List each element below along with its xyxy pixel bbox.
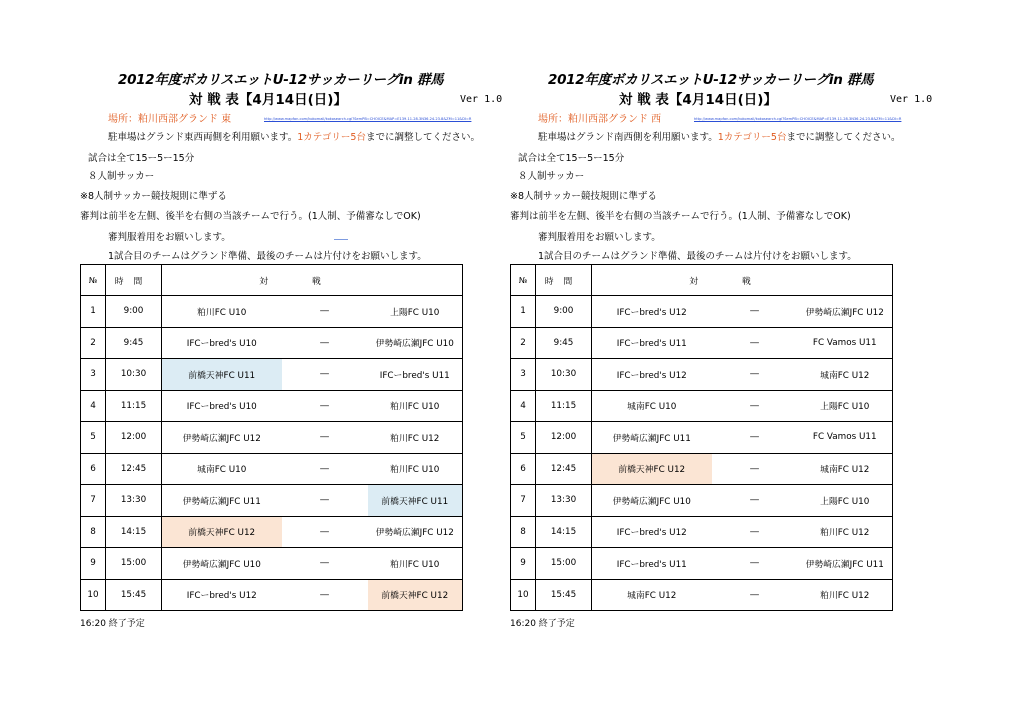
parking-note-suffix: までに調整してください。 [786,132,901,143]
sheet-subtitle: 対 戦 表【4月14日(日)】 [619,92,777,108]
header-time: 時間 [536,265,592,296]
home-team: IFCーbred's U12 [162,579,282,611]
versus-dash: ― [282,390,368,422]
rule-regulation: ※8人制サッカー競技規則に準ずる [510,191,657,202]
header-match: 対戦 [162,265,463,296]
match-number: 4 [511,390,536,422]
match-number: 3 [81,359,106,391]
home-team: IFCーbred's U12 [592,516,712,548]
rule-match-time: 試合は全て15ー5ー15分 [88,153,195,164]
match-number: 8 [511,516,536,548]
match-row [511,516,893,548]
divider-mark [334,239,348,240]
kickoff-time: 12:45 [536,453,592,485]
match-row [81,453,463,485]
rule-referee: 審判は前半を左側、後半を右側の当該チームで行う。(1人制、予備審なしでOK) [80,211,421,222]
match-row [81,485,463,517]
match-row [511,296,893,328]
match-number: 2 [81,327,106,359]
kickoff-time: 14:15 [536,516,592,548]
kickoff-time: 10:30 [106,359,162,391]
away-team: 城南FC U12 [798,453,893,485]
venue-label: 場所：粕川西部グランド 東 [108,114,232,125]
match-row [81,579,463,611]
match-row [511,390,893,422]
kickoff-time: 11:15 [106,390,162,422]
match-row [511,548,893,580]
versus-dash: ― [282,548,368,580]
match-number: 4 [81,390,106,422]
match-number: 7 [81,485,106,517]
parking-note [538,129,900,143]
schedule-panel-west [508,0,933,724]
versus-dash: ― [712,453,798,485]
match-number: 10 [81,579,106,611]
match-number: 2 [511,327,536,359]
schedule-table [80,264,463,611]
away-team: 伊勢崎広瀬JFC U11 [798,548,893,580]
parking-note [108,129,480,143]
sheet-title: 2012年度ボカリスエットU-12サッカーリーグin 群馬 [118,72,444,88]
rule-uniform: 審判服着用をお願いします。 [538,232,661,243]
version-label: Ver 1.0 [890,94,933,105]
match-row [81,516,463,548]
match-number: 1 [511,296,536,328]
match-number: 5 [511,422,536,454]
match-row [511,422,893,454]
away-team: 上陽FC U10 [798,390,893,422]
rule-prep: 1試合目のチームはグランド準備、最後のチームは片付けをお願いします。 [538,251,857,262]
header-match: 対戦 [592,265,893,296]
home-team: IFCーbred's U10 [162,327,282,359]
kickoff-time: 11:15 [536,390,592,422]
home-team: 前橋天神FC U11 [162,359,282,391]
parking-note-suffix: までに調整してください。 [365,132,480,143]
match-row [81,296,463,328]
match-number: 1 [81,296,106,328]
kickoff-time: 9:45 [106,327,162,359]
versus-dash: ― [712,579,798,611]
table-header-row [511,265,893,296]
home-team: IFCーbred's U12 [592,296,712,328]
map-link[interactable]: http://www.mapfan.com/kokomail/kokosearch.cgi?SemPB=CHOICE&MAP=E139.11.28.3N36.24.23.8&ZM=11&DI=R [694,117,902,121]
versus-dash: ― [712,359,798,391]
rule-players: ８人制サッカー [518,171,585,182]
kickoff-time: 12:00 [536,422,592,454]
away-team: 粕川FC U10 [368,548,463,580]
schedule-panel-east [78,0,503,724]
kickoff-time: 15:00 [536,548,592,580]
versus-dash: ― [282,296,368,328]
venue-label: 場所：粕川西部グランド 西 [538,114,662,125]
rule-uniform: 審判服着用をお願いします。 [108,232,231,243]
versus-dash: ― [712,296,798,328]
home-team: 前橋天神FC U12 [162,516,282,548]
match-number: 8 [81,516,106,548]
kickoff-time: 15:00 [106,548,162,580]
match-number: 6 [511,453,536,485]
versus-dash: ― [712,390,798,422]
home-team: 伊勢崎広瀬JFC U11 [162,485,282,517]
home-team: 伊勢崎広瀬JFC U12 [162,422,282,454]
rule-match-time: 試合は全て15ー5ー15分 [518,153,625,164]
versus-dash: ― [712,548,798,580]
away-team: 城南FC U12 [798,359,893,391]
match-number: 10 [511,579,536,611]
match-row [511,327,893,359]
kickoff-time: 15:45 [106,579,162,611]
home-team: 伊勢崎広瀬JFC U10 [592,485,712,517]
versus-dash: ― [282,516,368,548]
away-team: 伊勢崎広瀬JFC U10 [368,327,463,359]
away-team: FC Vamos U11 [798,422,893,454]
end-time-note: 16:20 終了予定 [80,619,145,629]
match-number: 5 [81,422,106,454]
away-team: 上陽FC U10 [368,296,463,328]
home-team: 城南FC U10 [162,453,282,485]
match-row [81,548,463,580]
rule-regulation: ※8人制サッカー競技規則に準ずる [80,191,227,202]
home-team: IFCーbred's U12 [592,359,712,391]
match-row [511,359,893,391]
kickoff-time: 14:15 [106,516,162,548]
match-number: 9 [511,548,536,580]
home-team: IFCーbred's U11 [592,548,712,580]
kickoff-time: 12:45 [106,453,162,485]
away-team: 伊勢崎広瀬JFC U12 [368,516,463,548]
match-number: 6 [81,453,106,485]
map-link[interactable]: http://www.mapfan.com/kokomail/kokosearch.cgi?SemPB=CHOICE&MAP=E139.11.28.3N36.24.23.8&ZM=11&DI=R [264,117,472,121]
parking-note-prefix: 駐車場はグランド東西両側を利用願います。 [108,132,298,143]
away-team: 粕川FC U12 [798,579,893,611]
away-team: 上陽FC U10 [798,485,893,517]
away-team: 前橋天神FC U12 [368,579,463,611]
match-row [511,579,893,611]
home-team: 粕川FC U10 [162,296,282,328]
versus-dash: ― [282,453,368,485]
kickoff-time: 12:00 [106,422,162,454]
kickoff-time: 9:45 [536,327,592,359]
rule-prep: 1試合目のチームはグランド準備、最後のチームは片付けをお願いします。 [108,251,427,262]
home-team: IFCーbred's U11 [592,327,712,359]
home-team: 伊勢崎広瀬JFC U11 [592,422,712,454]
away-team: 前橋天神FC U11 [368,485,463,517]
home-team: 伊勢崎広瀬JFC U10 [162,548,282,580]
versus-dash: ― [282,422,368,454]
versus-dash: ― [282,579,368,611]
home-team: 城南FC U10 [592,390,712,422]
versus-dash: ― [712,327,798,359]
away-team: 粕川FC U10 [368,453,463,485]
away-team: FC Vamos U11 [798,327,893,359]
versus-dash: ― [282,327,368,359]
rule-players: ８人制サッカー [88,171,155,182]
sheet-subtitle: 対 戦 表【4月14日(日)】 [189,92,347,108]
header-no: № [81,265,106,296]
kickoff-time: 10:30 [536,359,592,391]
match-row [81,359,463,391]
match-row [81,390,463,422]
kickoff-time: 13:30 [106,485,162,517]
version-label: Ver 1.0 [460,94,503,105]
away-team: IFCーbred's U11 [368,359,463,391]
end-time-note: 16:20 終了予定 [510,619,575,629]
parking-note-prefix: 駐車場はグランド南西側を利用願います。 [538,132,718,143]
versus-dash: ― [282,359,368,391]
match-row [81,327,463,359]
versus-dash: ― [282,485,368,517]
kickoff-time: 9:00 [536,296,592,328]
versus-dash: ― [712,422,798,454]
kickoff-time: 9:00 [106,296,162,328]
sheet-title: 2012年度ボカリスエットU-12サッカーリーグin 群馬 [548,72,874,88]
home-team: 城南FC U12 [592,579,712,611]
away-team: 粕川FC U12 [798,516,893,548]
versus-dash: ― [712,516,798,548]
match-row [81,422,463,454]
match-row [511,485,893,517]
rule-referee: 審判は前半を左側、後半を右側の当該チームで行う。(1人制、予備審なしでOK) [510,211,851,222]
home-team: IFCーbred's U10 [162,390,282,422]
match-number: 9 [81,548,106,580]
match-number: 3 [511,359,536,391]
kickoff-time: 15:45 [536,579,592,611]
kickoff-time: 13:30 [536,485,592,517]
schedule-table [510,264,893,611]
away-team: 伊勢崎広瀬JFC U12 [798,296,893,328]
away-team: 粕川FC U10 [368,390,463,422]
versus-dash: ― [712,485,798,517]
home-team: 前橋天神FC U12 [592,453,712,485]
match-number: 7 [511,485,536,517]
parking-note-highlight: 1カテゴリー5台 [297,132,366,143]
header-no: № [511,265,536,296]
away-team: 粕川FC U12 [368,422,463,454]
match-row [511,453,893,485]
table-header-row [81,265,463,296]
parking-note-highlight: 1カテゴリー5台 [717,132,787,143]
header-time: 時間 [106,265,162,296]
